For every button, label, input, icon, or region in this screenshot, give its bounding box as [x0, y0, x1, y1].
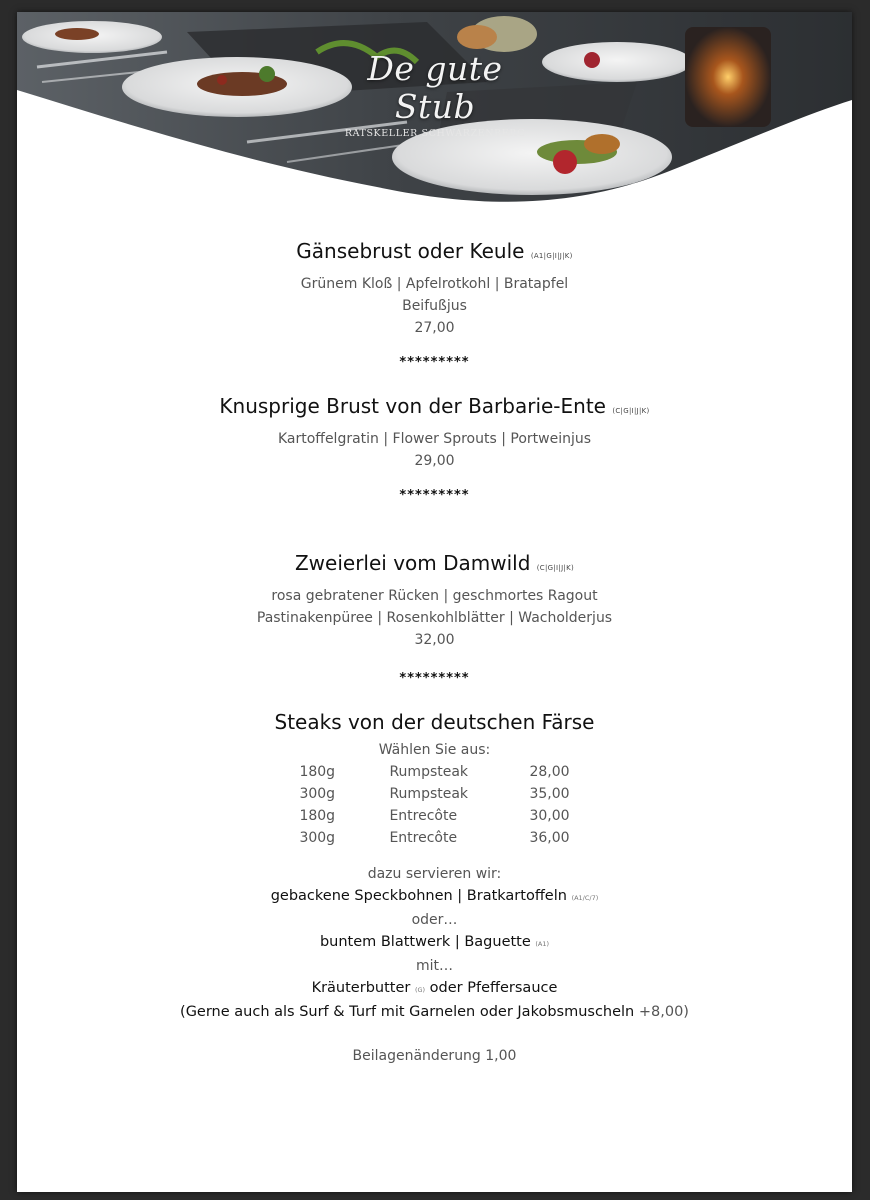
steak-cut: Rumpsteak — [389, 764, 469, 780]
steak-table — [299, 761, 569, 849]
or-text: oder… — [411, 912, 458, 928]
logo-subtitle: RATSKELLER SCHWARZENBERG — [344, 128, 526, 139]
serve-intro: dazu servieren wir: — [367, 866, 502, 882]
dish-description: Beifußjus — [402, 298, 467, 314]
dish-title: Knusprige Brust von der Barbarie-Ente — [219, 394, 606, 418]
steaks-choose: Wählen Sie aus: — [378, 742, 491, 758]
surf-turf-note: (Gerne auch als Surf & Turf mit Garnelen oder Jakobsmuscheln — [180, 1004, 635, 1020]
steak-cut: Rumpsteak — [389, 786, 469, 802]
dish-description: Pastinakenpüree | Rosenkohlblätter | Wacholderjus — [256, 610, 613, 626]
steak-weight: 180g — [299, 764, 336, 780]
dish-item — [17, 546, 852, 651]
steak-cut: Entrecôte — [389, 830, 458, 846]
allergen-codes: (A1) — [535, 940, 550, 948]
steak-weight: 300g — [299, 830, 336, 846]
allergen-codes: (C|G|I|J|K) — [612, 407, 650, 415]
dish-item — [17, 234, 852, 339]
surf-turf-price: +8,00) — [638, 1004, 689, 1020]
steak-price: 28,00 — [529, 764, 570, 780]
sauce-option-a: Kräuterbutter — [311, 980, 411, 996]
restaurant-logo — [335, 50, 535, 139]
with-text: mit… — [415, 958, 454, 974]
dish-item — [17, 389, 852, 472]
table-row — [299, 805, 569, 827]
separator: ********* — [399, 488, 470, 503]
allergen-codes: (G) — [414, 986, 426, 994]
logo-title: De gute Stub — [367, 49, 503, 126]
steaks-section — [17, 705, 852, 1067]
steak-cut: Entrecôte — [389, 808, 458, 824]
side-option-1: gebackene Speckbohnen | Bratkartoffeln — [270, 888, 567, 904]
dish-price: 32,00 — [414, 632, 455, 648]
steak-price: 36,00 — [529, 830, 570, 846]
separator: ********* — [399, 355, 470, 370]
dish-description: Grünem Kloß | Apfelrotkohl | Bratapfel — [300, 276, 569, 292]
side-option-2: buntem Blattwerk | Baguette — [319, 934, 531, 950]
table-row — [299, 761, 569, 783]
allergen-codes: (A1/C/7) — [571, 894, 599, 902]
menu-page — [17, 12, 852, 1192]
separator: ********* — [399, 671, 470, 686]
steak-weight: 180g — [299, 808, 336, 824]
dish-price: 27,00 — [414, 320, 455, 336]
steaks-title: Steaks von der deutschen Färse — [274, 710, 595, 734]
steak-weight: 300g — [299, 786, 336, 802]
steak-price: 35,00 — [529, 786, 570, 802]
steak-price: 30,00 — [529, 808, 570, 824]
table-row — [299, 827, 569, 849]
table-row — [299, 783, 569, 805]
dish-price: 29,00 — [414, 453, 455, 469]
dish-description: rosa gebratener Rücken | geschmortes Ragout — [271, 588, 598, 604]
dish-description: Kartoffelgratin | Flower Sprouts | Portweinjus — [277, 431, 592, 447]
allergen-codes: (A1|G|I|J|K) — [530, 252, 573, 260]
allergen-codes: (C|G|I|J|K) — [536, 564, 575, 572]
sauce-option-b: oder Pfeffersauce — [429, 980, 558, 996]
menu-content — [17, 234, 852, 1067]
dish-title: Zweierlei vom Damwild — [294, 551, 531, 575]
side-change-note: Beilagenänderung 1,00 — [352, 1048, 517, 1064]
dish-title: Gänsebrust oder Keule — [296, 239, 525, 263]
